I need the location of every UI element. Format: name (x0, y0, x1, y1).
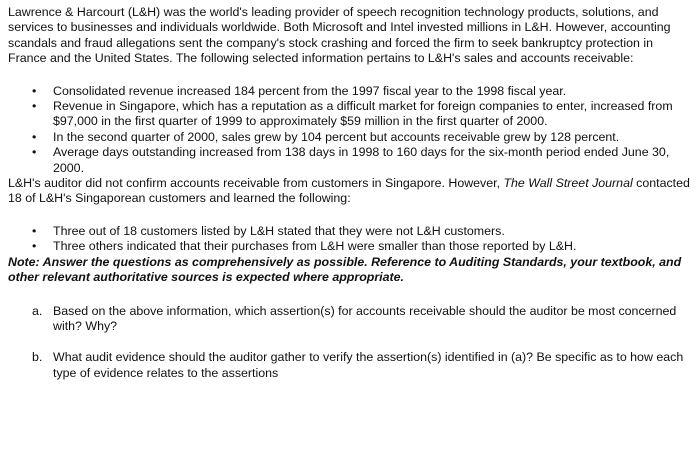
question-item (8, 350, 692, 381)
sales-facts-list (8, 84, 692, 176)
list-item (8, 99, 692, 130)
question-marker: b. (32, 350, 43, 365)
bullet-icon: • (32, 83, 37, 98)
question-marker: a. (32, 303, 43, 318)
list-item-text: Three others indicated that their purchases from L&H were smaller than those reported by L&H. (53, 239, 577, 254)
auditor-paragraph (8, 176, 692, 207)
list-item (8, 84, 692, 99)
list-item (8, 145, 692, 176)
bullet-icon: • (32, 239, 37, 254)
question-item (8, 304, 692, 335)
questions-list (8, 304, 692, 382)
bullet-icon: • (32, 99, 37, 114)
list-item (8, 239, 692, 254)
list-item (8, 130, 692, 145)
list-item-text: Average days outstanding increased from 138 days in 1998 to 160 days for the six-month period ended June 30, 2000. (53, 145, 670, 175)
journal-findings-list (8, 224, 692, 255)
auditor-text-after: contacted 18 of L&H's Singaporean customers and learned the following: (8, 176, 690, 206)
bullet-icon: • (32, 129, 37, 144)
list-item (8, 224, 692, 239)
list-item-text: Three out of 18 customers listed by L&H stated that they were not L&H customers. (53, 223, 505, 238)
instructions-note: Note: Answer the questions as comprehensively as possible. Reference to Auditing Standards, your textbook, and other relevant authoritative sources is expected where appropriate. (8, 254, 682, 285)
intro-paragraph: Lawrence & Harcourt (L&H) was the world's leading provider of speech recognition technology products, solutions, and services to businesses and individuals worldwide. Both Microsoft and Intel invested millions in L&H. However, accounting scandals and fraud allegations sent the company's stock crashing and forced the firm to seek bankruptcy protection in France and the United States. The following selected information pertains to L&H's sales and accounts receivable: (8, 5, 671, 66)
auditor-text-before: L&H's auditor did not confirm accounts receivable from customers in Singapore. However, (8, 176, 504, 191)
list-item-text: Consolidated revenue increased 184 percent from the 1997 fiscal year to the 1998 fiscal year. (53, 83, 567, 98)
list-item-text: Revenue in Singapore, which has a reputation as a difficult market for foreign companies to enter, increased from $97,000 in the first quarter of 1999 to approximately $59 million in the first quarter of 2000. (53, 99, 673, 129)
question-text: Based on the above information, which assertion(s) for accounts receivable should the auditor be most concerned with? Why? (53, 303, 677, 333)
publication-name: The Wall Street Journal (503, 176, 633, 191)
list-item-text: In the second quarter of 2000, sales grew by 104 percent but accounts receivable grew by 128 percent. (53, 129, 620, 144)
bullet-icon: • (32, 223, 37, 238)
question-text: What audit evidence should the auditor gather to verify the assertion(s) identified in (a)? Be specific as to how each type of evidence relates to the assertions (53, 350, 684, 380)
bullet-icon: • (32, 145, 37, 160)
